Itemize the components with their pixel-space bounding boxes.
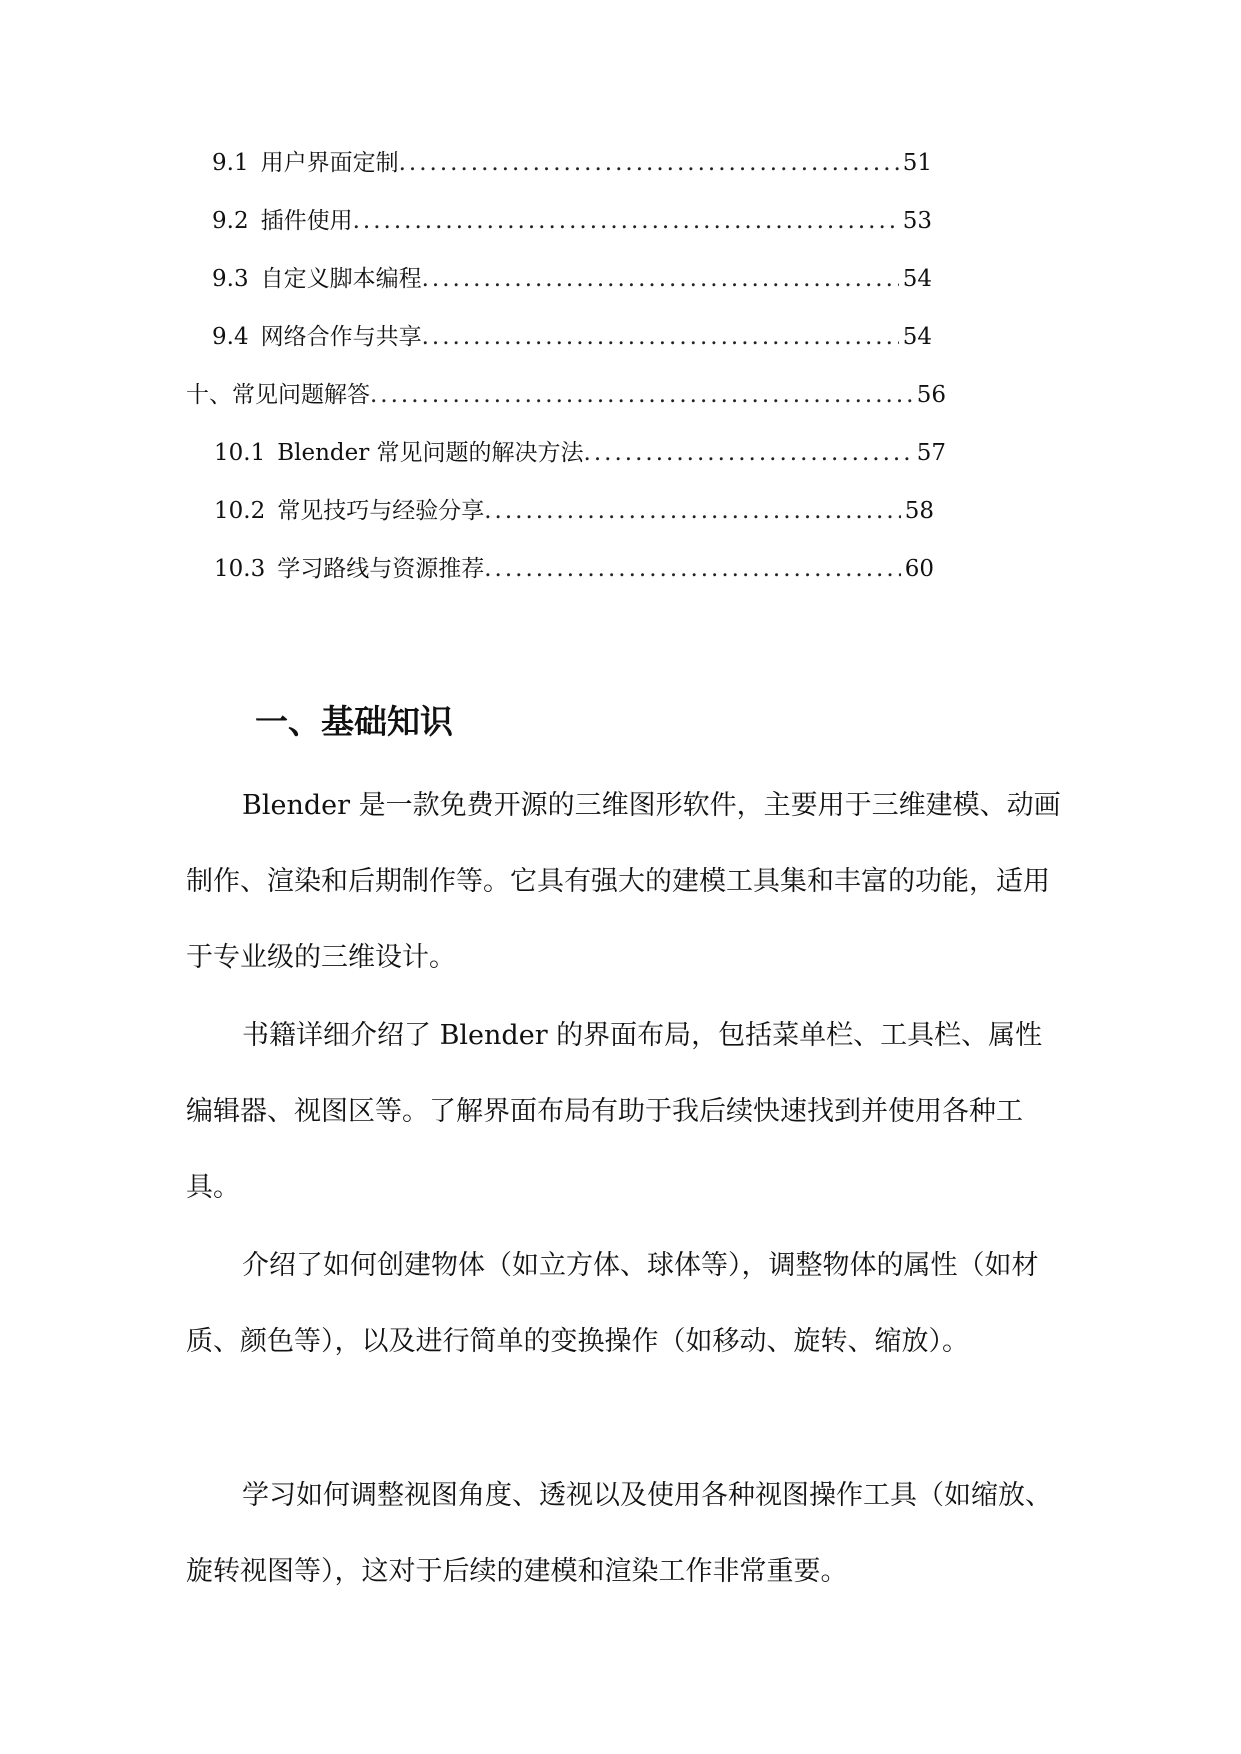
toc-leader-dots	[422, 262, 899, 296]
toc-entry-page: 60	[904, 556, 934, 582]
toc-entry-page: 54	[902, 266, 932, 292]
toc-entry-title: 十、常见问题解答	[186, 382, 370, 408]
toc-entry-title: 自定义脚本编程	[260, 266, 422, 292]
body-paragraph: 书籍详细介绍了 Blender 的界面布局，包括菜单栏、工具栏、属性编辑器、视图区等。了解界面布局有助于我后续快速找到并使用各种工具。	[186, 1020, 1043, 1203]
toc-entry-page: 58	[904, 498, 934, 524]
toc-entry[interactable]	[212, 262, 932, 296]
toc-entry-page: 56	[916, 382, 946, 408]
toc-entry-number: 9.1	[212, 150, 249, 176]
toc-entry-page: 54	[902, 324, 932, 350]
toc-entry-title: 学习路线与资源推荐	[277, 556, 485, 582]
toc-entry-page: 53	[902, 208, 932, 234]
body-paragraph: 介绍了如何创建物体（如立方体、球体等），调整物体的属性（如材质、颜色等），以及进行简单的变换操作（如移动、旋转、缩放）。	[186, 1250, 1039, 1357]
toc-entry-page: 57	[916, 440, 946, 466]
toc-entry[interactable]	[214, 436, 946, 470]
toc-entry-chapter[interactable]	[186, 378, 946, 412]
toc-leader-dots	[484, 494, 901, 528]
body-paragraph: 学习如何调整视图角度、透视以及使用各种视图操作工具（如缩放、旋转视图等），这对于后续的建模和渲染工作非常重要。	[186, 1480, 1052, 1587]
toc-entry-number: 9.2	[212, 208, 249, 234]
toc-entry[interactable]	[212, 204, 932, 238]
toc-entry-number: 10.2	[214, 498, 266, 524]
toc-entry-number: 10.1	[214, 440, 266, 466]
body-paragraph: Blender 是一款免费开源的三维图形软件，主要用于三维建模、动画制作、渲染和后期制作等。它具有强大的建模工具集和丰富的功能，适用于专业级的三维设计。	[186, 790, 1061, 973]
toc-entry-title: 常见技巧与经验分享	[277, 498, 485, 524]
toc-entry-title: 用户界面定制	[260, 150, 399, 176]
toc-leader-dots	[353, 204, 899, 238]
toc-leader-dots	[399, 146, 899, 180]
toc-entry-title: 插件使用	[260, 208, 353, 234]
toc-entry-number: 10.3	[214, 556, 266, 582]
toc-entry-page: 51	[902, 150, 932, 176]
toc-entry-title: Blender 常见问题的解决方法	[277, 440, 584, 466]
toc-leader-dots	[484, 552, 901, 586]
toc-entry[interactable]	[212, 320, 932, 354]
toc-entry-title: 网络合作与共享	[260, 324, 422, 350]
toc-entry-number: 9.4	[212, 324, 249, 350]
toc-entry[interactable]	[214, 552, 934, 586]
toc-entry[interactable]	[212, 146, 932, 180]
toc-leader-dots	[422, 320, 899, 354]
toc-entry-number: 9.3	[212, 266, 249, 292]
section-heading: 一、基础知识	[255, 702, 453, 741]
toc-entry[interactable]	[214, 494, 934, 528]
toc-leader-dots	[584, 436, 913, 470]
toc-leader-dots	[370, 378, 913, 412]
